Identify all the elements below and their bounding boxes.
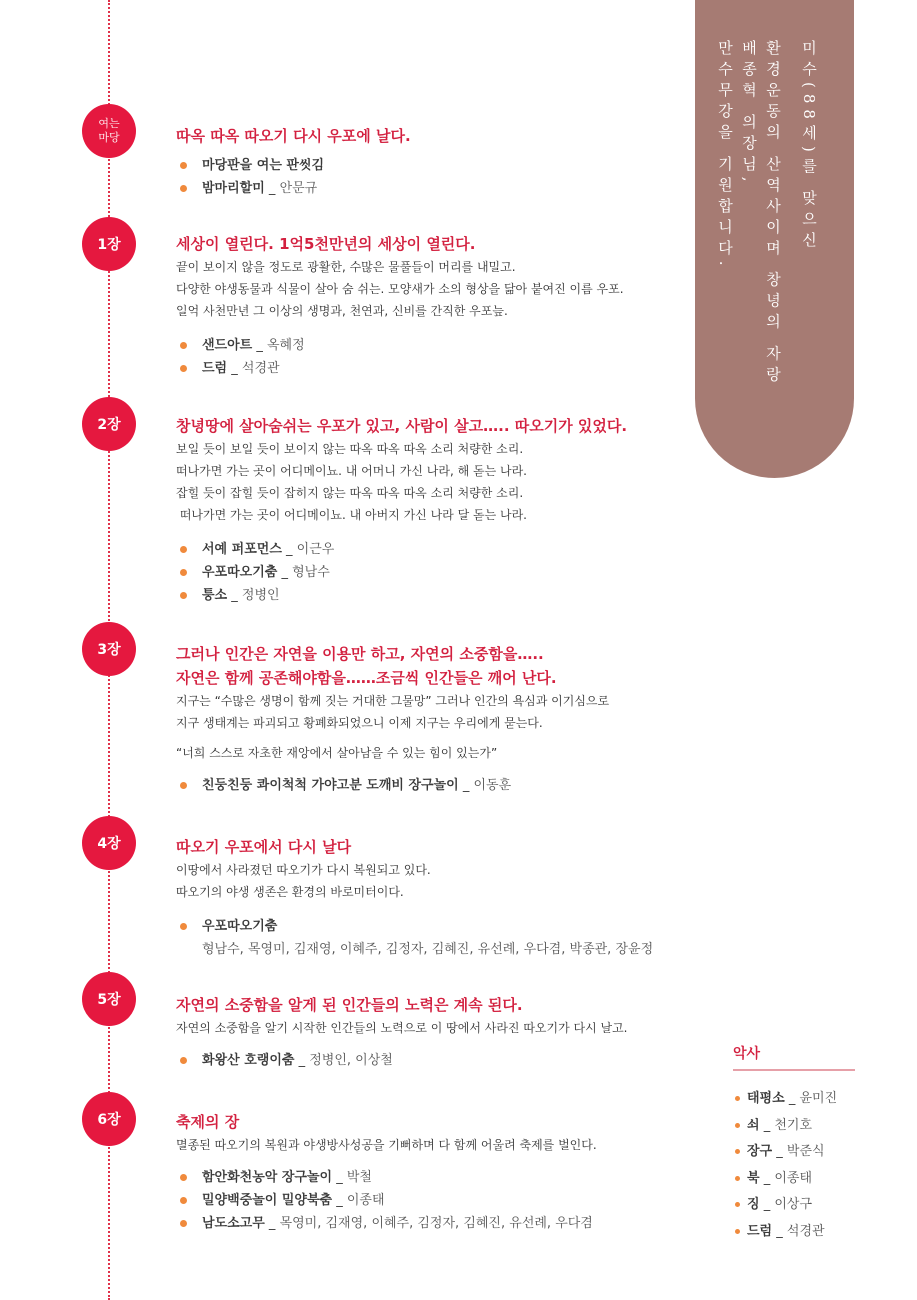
item-name: 화왕산 호랭이춤 [202,1053,295,1068]
musician-item [733,1086,837,1113]
badge-label: 3장 [97,642,121,658]
desc-line: 멸종된 따오기의 복원과 야생방사성공을 기뻐하며 다 함께 어울려 축제를 벌인다. [176,1138,597,1152]
item-list [176,334,696,380]
item-people: 목영미, 김재영, 이혜주, 김정자, 김혜진, 유선례, 우다겸 [279,1216,593,1231]
badge-chapter-2 [82,397,136,451]
section-chapter-3 [176,642,696,797]
item-name: 서예 퍼포먼스 [202,542,282,557]
item-people: 정병인 [241,588,280,603]
musician-item [733,1166,837,1193]
section-description [176,1134,696,1156]
musician-name: 이상구 [774,1197,813,1212]
item-name: 친둥친둥 콰이척척 가야고분 도깨비 장구놀이 [202,778,459,793]
item-sep: _ [759,1197,775,1212]
item-list [176,538,696,607]
section-chapter-4 [176,835,696,961]
section-title: 따옥 따옥 따오기 다시 우포에 날다. [176,127,411,145]
section-title: 따오기 우포에서 다시 날다 [176,838,352,856]
badge-label: 5장 [97,992,121,1008]
item-name: 마당판을 여는 판씻김 [202,158,325,173]
desc-line: 잡힐 듯이 잡힐 듯이 잡히지 않는 따옥 따옥 따옥 소리 처량한 소리. [176,486,524,500]
badge-chapter-6 [82,1092,136,1146]
section-description [176,859,696,903]
list-item [176,1189,696,1212]
musician-item [733,1113,837,1140]
dedication-banner [695,0,854,478]
desc-line: 지구는 “수많은 생명이 함께 짓는 거대한 그물망” 그러나 인간의 욕심과 이기심으로 [176,694,610,708]
item-name: 밤마리할미 [202,181,265,196]
instrument: 징 [747,1197,760,1212]
item-name: 드럼 [202,361,228,376]
banner-line-2: 환경운동의 산역사이며 창녕의 자랑 [764,40,782,388]
section-title: 축제의 장 [176,1113,240,1131]
item-sep: _ [332,1170,347,1185]
instrument: 드럼 [747,1223,773,1239]
badge-label: 여는 마당 [98,117,120,144]
badge-chapter-1 [82,217,136,271]
item-sep: _ [332,1193,347,1208]
list-item [176,1166,696,1189]
desc-line: 끝이 보이지 않을 정도로 광활한, 수많은 물풀들이 머리를 내밀고. [176,260,516,274]
item-sep: _ [458,778,474,793]
section-chapter-1 [176,232,696,380]
item-sep: _ [277,565,293,580]
list-item [176,334,696,357]
item-name: 샌드아트 [202,338,253,353]
item-name: 남도소고무 [202,1216,265,1231]
list-item [176,584,696,607]
instrument: 북 [747,1170,760,1186]
instrument: 태평소 [747,1091,785,1106]
banner-line-4: 만수무강을 기원합니다. [716,40,734,272]
item-people: 이종태 [346,1193,385,1208]
list-item [176,915,696,961]
item-sep: _ [264,1216,280,1231]
item-people: 안문규 [279,181,318,196]
badge-label: 6장 [97,1112,121,1128]
badge-chapter-5 [82,972,136,1026]
section-opening [176,124,696,200]
item-name: 퉁소 [202,588,228,603]
list-item [176,774,696,797]
desc-line: 다양한 야생동물과 식물이 살아 숨 쉬는. 모양새가 소의 형상을 닮아 붙여진 이름 우포. [176,282,624,296]
musician-item [733,1192,837,1219]
item-sep: _ [227,361,242,376]
musician-name: 석경관 [786,1223,825,1239]
list-item [176,1049,696,1072]
item-list [176,774,696,797]
item-sep: _ [281,542,297,557]
desc-line: 지구 생태계는 파괴되고 황폐화되었으니 이제 지구는 우리에게 묻는다. [176,716,543,730]
musician-name: 이종태 [774,1170,813,1186]
section-description [176,690,696,764]
item-people: 이근우 [296,542,335,557]
item-people: 옥혜정 [267,338,305,353]
list-item [176,357,696,380]
item-people: 정병인, 이상철 [309,1053,393,1068]
item-people: 이동훈 [473,778,512,793]
list-item [176,538,696,561]
item-sep: _ [252,338,267,353]
musician-item [733,1219,837,1246]
section-title: 세상이 열린다. 1억5천만년의 세상이 열린다. [176,235,476,253]
item-sep: _ [759,1170,775,1186]
item-sep: _ [264,181,280,196]
desc-line: 자연의 소중함을 알기 시작한 인간들의 노력으로 이 땅에서 사라진 따오기가 다시 날고. [176,1021,628,1035]
section-chapter-5 [176,993,696,1072]
list-item [176,561,696,584]
item-list [176,154,696,200]
item-name: 우포따오기춤 [202,565,278,580]
item-list [176,1049,696,1072]
musician-name: 박준식 [786,1144,825,1159]
section-chapter-6 [176,1110,696,1235]
badge-label: 2장 [97,417,121,433]
item-name: 함안화천농악 장구놀이 [202,1170,333,1185]
musician-name: 윤미진 [799,1091,838,1106]
badge-label: 4장 [97,836,121,852]
section-description [176,256,696,322]
desc-line: 보일 듯이 보일 듯이 보이지 않는 따옥 따옥 따옥 소리 처량한 소리. [176,442,524,456]
item-people: 박철 [346,1170,372,1185]
section-chapter-2 [176,414,696,607]
section-description [176,1017,696,1039]
desc-line: 떠나가면 가는 곳이 어디메이뇨. 내 어머니 가신 나라, 해 돋는 나라. [176,464,527,478]
item-people: 형남수, 목영미, 김재영, 이혜주, 김정자, 김혜진, 유선례, 우다겸, 박종관, 장윤정 [202,942,654,957]
banner-line-1: 미수(88세)를 맞으신 [800,40,818,253]
instrument: 쇠 [747,1117,760,1133]
section-title: 그러나 인간은 자연을 이용만 하고, 자연의 소중함을….. [176,645,544,663]
musicians-heading: 악사 [733,1043,855,1071]
banner-line-3: 배종혁 의장님, [740,40,758,188]
desc-line: 떠나가면 가는 곳이 어디메이뇨. 내 아버지 가신 나라 달 돋는 나라. [176,508,527,522]
list-item [176,177,696,200]
item-sep: _ [772,1223,787,1239]
desc-quote: “너희 스스로 자초한 재앙에서 살아남을 수 있는 힘이 있는가” [176,746,498,760]
item-sep: _ [227,588,242,603]
item-people: 형남수 [292,565,330,580]
list-item [176,154,696,177]
desc-line: 이땅에서 사라졌던 따오기가 다시 복원되고 있다. [176,863,431,877]
list-item [176,1212,696,1235]
item-list [176,915,696,961]
musician-name: 천기호 [774,1117,813,1133]
section-title: 자연의 소중함을 알게 된 인간들의 노력은 계속 된다. [176,996,523,1014]
desc-line: 따오기의 야생 생존은 환경의 바로미터이다. [176,885,404,899]
item-sep: _ [772,1144,787,1159]
instrument: 장구 [747,1144,773,1159]
item-sep: _ [294,1053,310,1068]
badge-label: 1장 [97,237,121,253]
section-title-2: 자연은 함께 공존해야함을……조금씩 인간들은 깨어 난다. [176,669,557,687]
item-sep: _ [759,1117,775,1133]
musicians-list [733,1086,837,1245]
badge-opening [82,104,136,158]
badge-chapter-4 [82,816,136,870]
item-sep: _ [784,1091,800,1106]
section-description [176,438,696,526]
desc-line: 일억 사천만년 그 이상의 생명과, 천연과, 신비를 간직한 우포늪. [176,304,508,318]
musician-item [733,1139,837,1166]
section-title: 창녕땅에 살아숨쉬는 우포가 있고, 사람이 살고….. 따오기가 있었다. [176,417,628,435]
item-name: 밀양백중놀이 밀양북춤 [202,1193,333,1208]
badge-chapter-3 [82,622,136,676]
item-list [176,1166,696,1235]
item-name: 우포따오기춤 [202,919,278,934]
item-people: 석경관 [241,361,280,376]
